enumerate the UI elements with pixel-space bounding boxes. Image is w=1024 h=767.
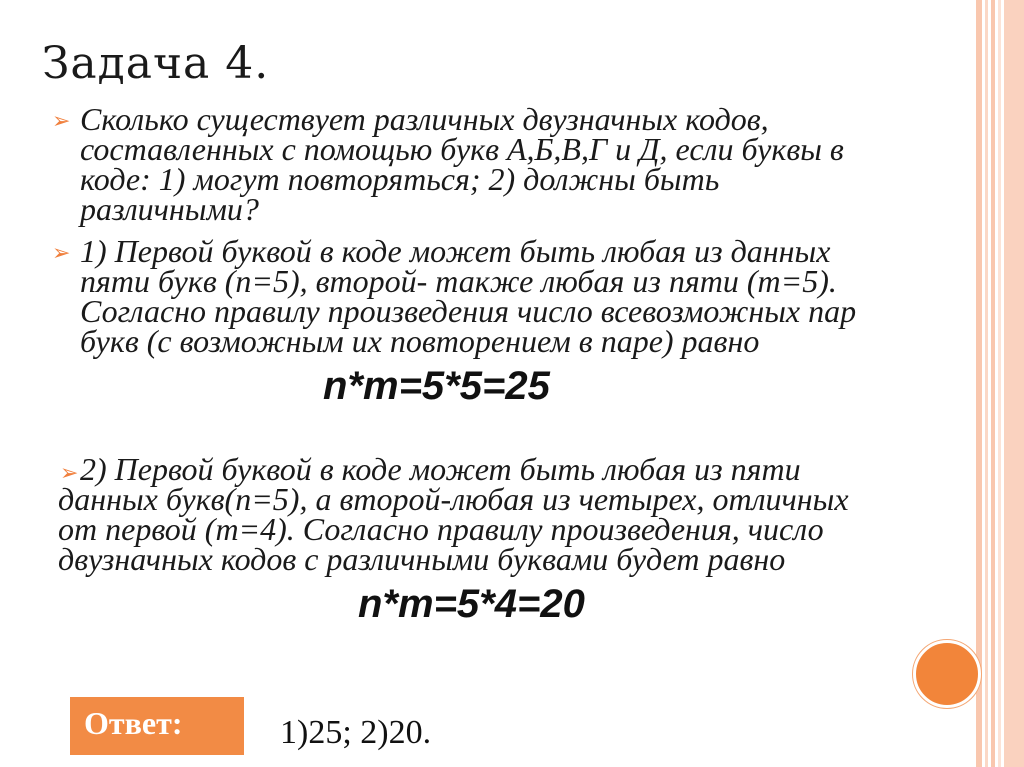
decorative-stripe — [1004, 0, 1024, 767]
text-line: данных букв(n=5), а второй-любая из четырех, отличных — [58, 481, 849, 517]
text-line: коде: 1) могут повторяться; 2) должны быть — [80, 161, 720, 197]
answer-value: 1)25; 2)20. — [280, 714, 432, 751]
bullet-arrow-icon: ➢ — [60, 460, 79, 485]
solution-part-1 — [80, 233, 857, 359]
formula-1: n*m=5*5=25 — [323, 364, 550, 408]
answer-badge — [70, 697, 244, 755]
solution-part-2 — [58, 451, 849, 577]
formula-2: n*m=5*4=20 — [358, 582, 585, 626]
bullet-arrow-icon: ➢ — [52, 240, 71, 265]
decorative-stripe — [985, 0, 988, 767]
decorative-stripe — [998, 0, 1001, 767]
answer-label: Ответ: — [84, 705, 183, 741]
text-line: двузначных кодов с различными буквами будет равно — [58, 541, 786, 577]
text-line: различными? — [80, 191, 259, 227]
decorative-stripe — [976, 0, 982, 767]
text-line: 1) Первой буквой в коде может быть любая из данных — [80, 233, 831, 269]
text-line: от первой (m=4). Согласно правилу произведения, число — [58, 511, 824, 547]
text-line: составленных с помощью букв А,Б,В,Г и Д, если буквы в — [80, 131, 844, 167]
decorative-stripe — [991, 0, 995, 767]
text-line: Согласно правилу произведения число всевозможных пар — [80, 293, 857, 329]
text-line: 2) Первой буквой в коде может быть любая из пяти — [80, 451, 801, 487]
text-line: букв (с возможным их повторением в паре) равно — [80, 323, 760, 359]
question-paragraph — [80, 101, 844, 227]
text-line: пяти букв (n=5), второй- также любая из пяти (m=5). — [80, 263, 837, 299]
bullet-arrow-icon: ➢ — [52, 108, 71, 133]
text-line: Сколько существует различных двузначных кодов, — [80, 101, 769, 137]
slide-title: Задача 4. — [42, 38, 270, 89]
decorative-circle-icon — [913, 640, 981, 708]
